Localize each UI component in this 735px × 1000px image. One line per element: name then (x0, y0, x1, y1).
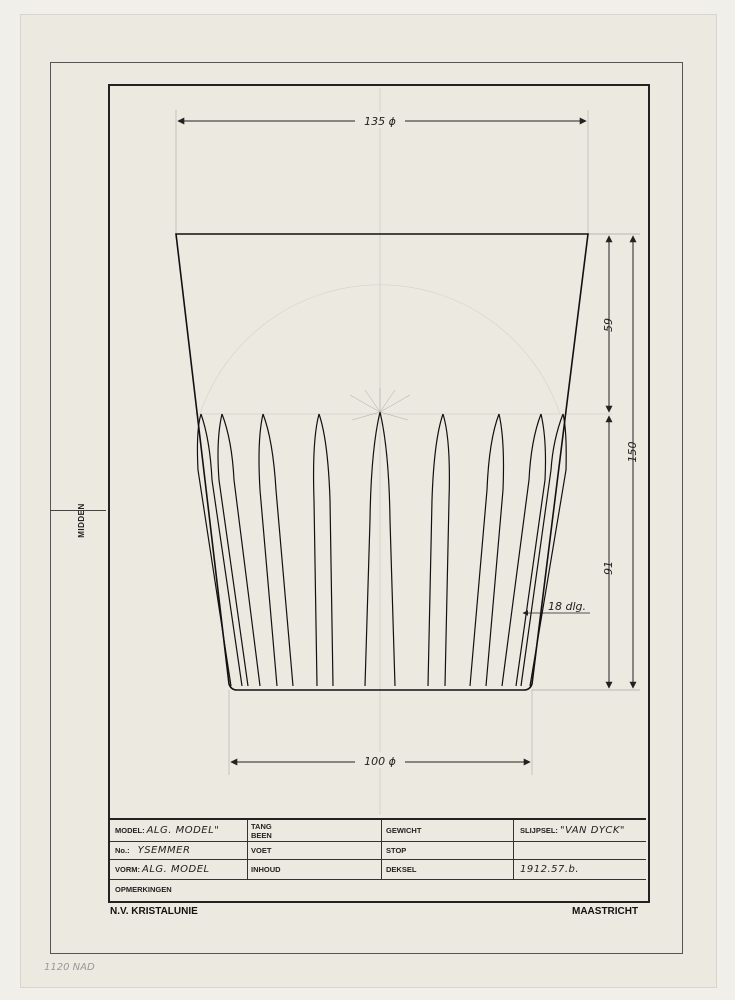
facet-cut (428, 414, 449, 686)
archive-mark: 1120 NAD (44, 962, 95, 973)
city-name: MAASTRICHT (572, 906, 639, 917)
glass-outline (176, 234, 588, 690)
upper-height-label: 59 (602, 318, 615, 332)
company-name: N.V. KRISTALUNIE (110, 906, 198, 917)
facet-cut (521, 414, 566, 686)
model-label: MODEL: (115, 826, 145, 835)
been-label: BEEN (251, 830, 272, 840)
vorm-label: VORM: (115, 864, 140, 874)
title-block (110, 818, 646, 901)
model-cell (115, 820, 219, 841)
stop-label: STOP (386, 845, 407, 855)
deksel-label: DEKSEL (386, 864, 417, 874)
gewicht-label: GEWICHT (386, 826, 422, 835)
facet-cut (197, 414, 242, 686)
title-row-model (110, 820, 646, 842)
vorm-value: ALG. MODEL (142, 863, 210, 875)
inhoud-label: INHOUD (251, 864, 281, 874)
date-cell (518, 859, 579, 879)
cut-count-label: 18 dlg. (548, 600, 587, 613)
bottom-diameter-label: 100 ϕ (364, 755, 396, 768)
facet-cut (502, 414, 546, 686)
top-diameter-label: 135 ϕ (364, 115, 396, 128)
vorm-cell (115, 859, 210, 879)
slijpsel-label: SLIJPSEL: (520, 826, 558, 835)
voet-label: VOET (251, 845, 272, 855)
facet-cut (314, 414, 333, 686)
number-label: No.: (115, 845, 130, 855)
opmerkingen-label: OPMERKINGEN (115, 885, 172, 894)
slijpsel-value: "VAN DYCK" (559, 825, 625, 836)
number-value: YSEMMER (137, 844, 191, 856)
midden-label: MIDDEN (76, 502, 86, 538)
title-row-opmerkingen (110, 879, 646, 900)
total-height-label: 150 (626, 441, 639, 463)
date-value: 1912.57.b. (520, 863, 580, 875)
facet-cut (259, 414, 293, 686)
slijpsel-cell (520, 820, 625, 841)
number-cell (115, 841, 190, 859)
lower-height-label: 91 (602, 561, 615, 575)
facet-cuts (197, 412, 566, 686)
title-row-vorm (110, 859, 646, 880)
tang-been-cell (251, 820, 272, 841)
facet-cut (470, 414, 504, 686)
model-value: ALG. MODEL" (146, 825, 220, 836)
tang-label: TANG (251, 821, 272, 831)
title-row-number (110, 841, 646, 860)
